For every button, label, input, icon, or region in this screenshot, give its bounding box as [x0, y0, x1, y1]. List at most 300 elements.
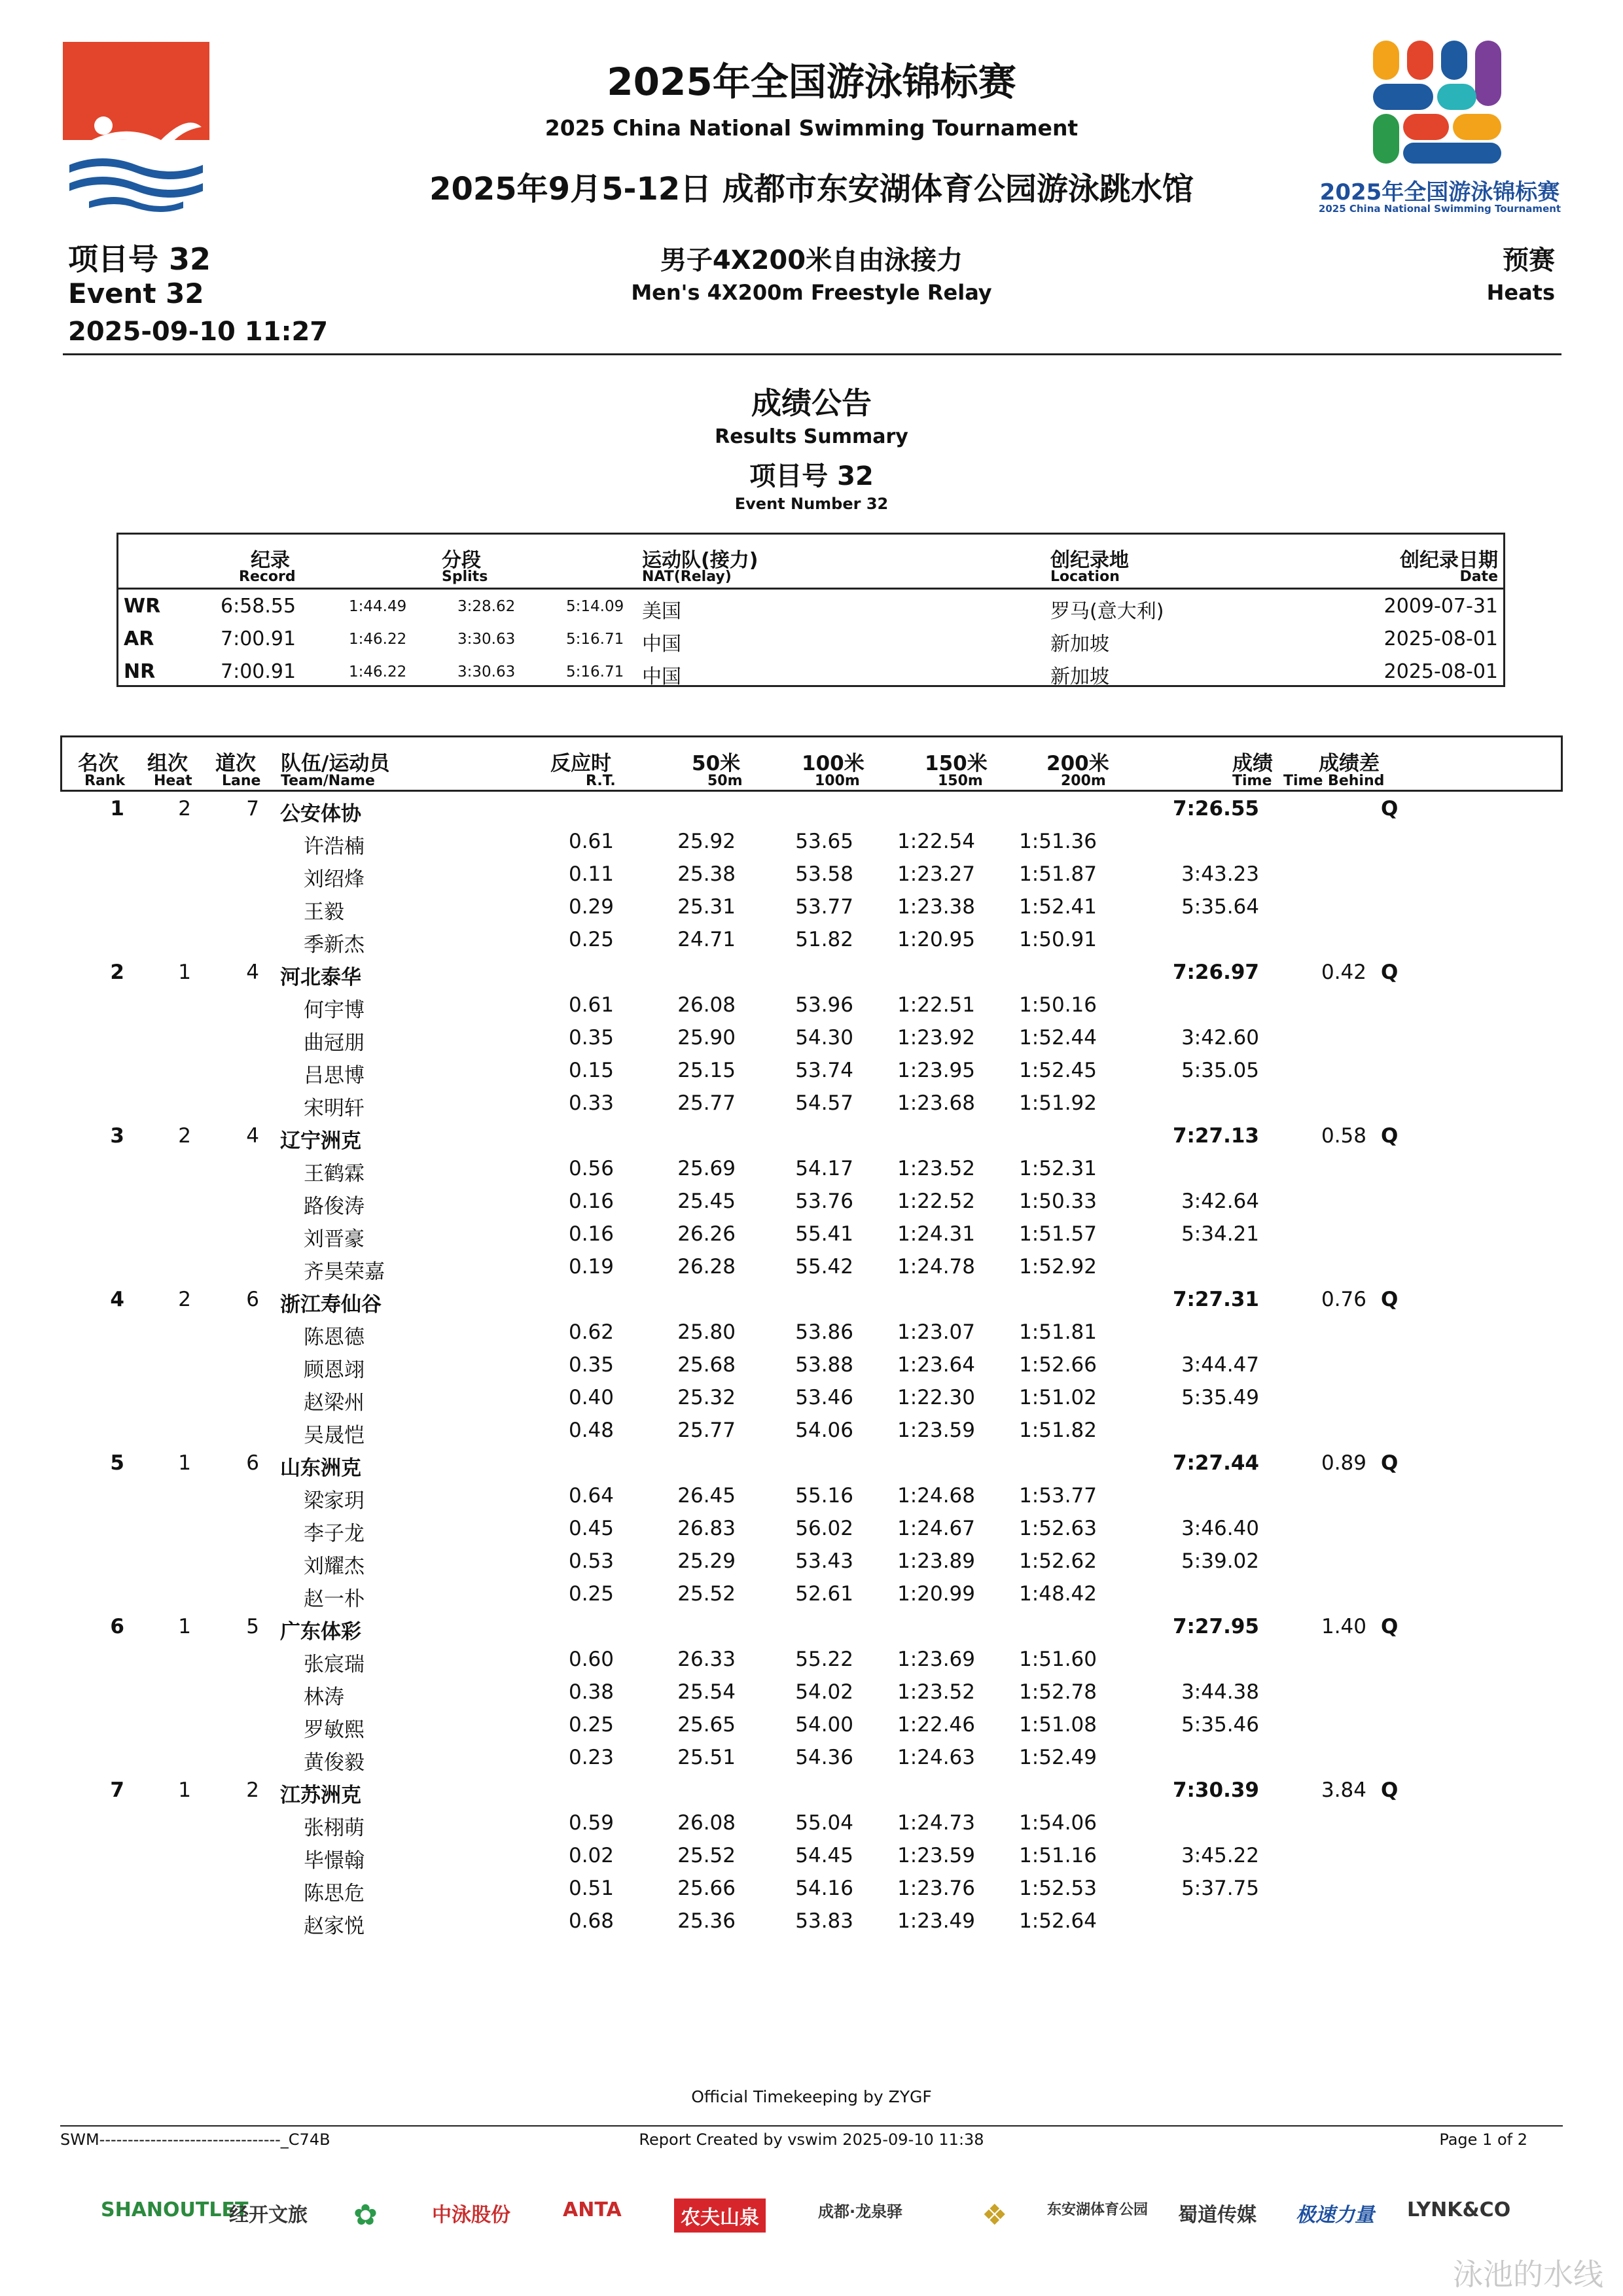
- split-150: 1:23.38: [897, 895, 975, 919]
- records-header-team-en: NAT(Relay): [642, 569, 732, 585]
- swimmer-row: [0, 1250, 1623, 1282]
- reaction-time: 0.33: [568, 1091, 614, 1115]
- col-behind-en: Time Behind: [1283, 773, 1385, 789]
- col-time-en: Time: [1232, 773, 1272, 789]
- split-100: 54.45: [795, 1844, 853, 1867]
- col-50-cn: 50米: [692, 752, 741, 775]
- swimmer-row: [0, 1479, 1623, 1511]
- team-rank: 2: [110, 961, 124, 984]
- split-100: 55.41: [795, 1222, 853, 1246]
- team-lane: 2: [246, 1778, 259, 1802]
- swimmer-name: 吕思博: [304, 1064, 365, 1087]
- split-50: 25.77: [677, 1419, 736, 1442]
- split-50: 25.90: [677, 1026, 736, 1050]
- split-200: 1:52.63: [1019, 1517, 1097, 1540]
- records-header-record-cn: 纪录: [251, 549, 290, 572]
- team-lane: 4: [246, 961, 259, 984]
- split-100: 55.42: [795, 1255, 853, 1279]
- header-divider: [63, 353, 1561, 355]
- split-200: 1:50.91: [1019, 928, 1097, 951]
- split-100: 54.06: [795, 1419, 853, 1442]
- cumulative-time: 5:35.46: [1181, 1713, 1259, 1737]
- split-100: 53.46: [795, 1386, 853, 1409]
- col-team-cn: 队伍/运动员: [281, 752, 390, 775]
- reaction-time: 0.56: [568, 1157, 614, 1180]
- record-team: 美国: [642, 600, 681, 623]
- record-split: 1:46.22: [349, 631, 407, 648]
- records-header-location-cn: 创纪录地: [1050, 549, 1129, 572]
- swimmer-row: [0, 824, 1623, 857]
- swimmer-name: 宋明轩: [304, 1097, 365, 1120]
- records-header-date-cn: 创纪录日期: [1400, 549, 1498, 572]
- team-heat: 1: [178, 1451, 191, 1475]
- team-row: [0, 1773, 1623, 1806]
- col-heat-cn: 组次: [147, 752, 188, 775]
- cumulative-time: 5:37.75: [1181, 1877, 1259, 1900]
- split-200: 1:52.92: [1019, 1255, 1097, 1279]
- split-50: 25.15: [677, 1059, 736, 1082]
- swimmer-row: [0, 1904, 1623, 1937]
- reaction-time: 0.51: [568, 1877, 614, 1900]
- records-header-team-cn: 运动队(接力): [642, 549, 758, 572]
- team-name: 山东洲克: [280, 1457, 361, 1480]
- team-rank: 1: [110, 797, 124, 821]
- split-200: 1:51.92: [1019, 1091, 1097, 1115]
- split-150: 1:24.67: [897, 1517, 975, 1540]
- team-time-behind: 1.40: [1321, 1615, 1366, 1638]
- reaction-time: 0.25: [568, 1713, 614, 1737]
- logo-caption-cn: 2025年全国游泳锦标赛: [1319, 179, 1560, 205]
- team-time-behind: 0.89: [1321, 1451, 1366, 1475]
- col-150-en: 150m: [938, 773, 983, 789]
- split-50: 24.71: [677, 928, 736, 951]
- team-rank: 3: [110, 1124, 124, 1148]
- split-200: 1:52.64: [1019, 1909, 1097, 1933]
- swimmer-row: [0, 1152, 1623, 1184]
- cumulative-time: 3:46.40: [1181, 1517, 1259, 1540]
- reaction-time: 0.29: [568, 895, 614, 919]
- tournament-title-cn: 2025年全国游泳锦标赛: [607, 60, 1016, 104]
- swimmer-row: [0, 1708, 1623, 1740]
- reaction-time: 0.25: [568, 928, 614, 951]
- reaction-time: 0.02: [568, 1844, 614, 1867]
- split-200: 1:53.77: [1019, 1484, 1097, 1508]
- team-row: [0, 1610, 1623, 1642]
- swimmer-row: [0, 1021, 1623, 1053]
- swimmer-name: 季新杰: [304, 933, 365, 957]
- split-200: 1:52.44: [1019, 1026, 1097, 1050]
- split-150: 1:22.52: [897, 1190, 975, 1213]
- swimmer-name: 黄俊毅: [304, 1751, 365, 1775]
- swimmer-row: [0, 1184, 1623, 1217]
- col-200-cn: 200米: [1046, 752, 1109, 775]
- swimmer-name: 赵梁州: [304, 1391, 365, 1415]
- split-200: 1:51.60: [1019, 1648, 1097, 1671]
- col-150-cn: 150米: [925, 752, 988, 775]
- round-cn: 预赛: [1503, 245, 1555, 275]
- split-50: 25.68: [677, 1353, 736, 1377]
- reaction-time: 0.48: [568, 1419, 614, 1442]
- split-200: 1:51.36: [1019, 830, 1097, 853]
- swimmer-name: 李子龙: [304, 1522, 365, 1545]
- split-200: 1:54.06: [1019, 1811, 1097, 1835]
- team-name: 江苏洲克: [280, 1784, 361, 1807]
- event-logo-right: [1302, 38, 1577, 221]
- team-time: 7:30.39: [1172, 1778, 1259, 1802]
- split-100: 56.02: [795, 1517, 853, 1540]
- team-row: [0, 1446, 1623, 1479]
- split-50: 25.69: [677, 1157, 736, 1180]
- split-150: 1:23.69: [897, 1648, 975, 1671]
- records-header-splits-en: Splits: [442, 569, 488, 585]
- team-row: [0, 1119, 1623, 1152]
- records-header-location-en: Location: [1050, 569, 1120, 585]
- split-150: 1:23.89: [897, 1549, 975, 1573]
- swimmer-name: 许浩楠: [304, 835, 365, 858]
- split-100: 53.76: [795, 1190, 853, 1213]
- swimmer-name: 吴晟恺: [304, 1424, 365, 1447]
- split-50: 26.26: [677, 1222, 736, 1246]
- swimmer-row: [0, 1740, 1623, 1773]
- swimmer-name: 陈恩德: [304, 1326, 365, 1349]
- report-code: SWM--------------------------------_C74B: [60, 2130, 330, 2149]
- swimmer-row: [0, 857, 1623, 890]
- split-50: 25.66: [677, 1877, 736, 1900]
- split-100: 54.17: [795, 1157, 853, 1180]
- qualified-flag: Q: [1381, 961, 1399, 984]
- split-150: 1:23.49: [897, 1909, 975, 1933]
- team-rank: 4: [110, 1288, 124, 1311]
- split-50: 25.45: [677, 1190, 736, 1213]
- tournament-title-en: 2025 China National Swimming Tournament: [544, 115, 1079, 141]
- reaction-time: 0.62: [568, 1320, 614, 1344]
- sponsor-emblem-icon: ✿: [353, 2199, 378, 2232]
- split-100: 54.57: [795, 1091, 853, 1115]
- reaction-time: 0.38: [568, 1680, 614, 1704]
- qualified-flag: Q: [1381, 1124, 1399, 1148]
- record-location: 罗马(意大利): [1050, 600, 1164, 623]
- split-150: 1:23.76: [897, 1877, 975, 1900]
- col-rank-cn: 名次: [78, 752, 118, 775]
- swimmer-row: [0, 1315, 1623, 1348]
- split-50: 26.33: [677, 1648, 736, 1671]
- swimmer-name: 毕憬翰: [304, 1849, 365, 1873]
- team-row: [0, 955, 1623, 988]
- team-lane: 6: [246, 1288, 259, 1311]
- team-heat: 2: [178, 1288, 191, 1311]
- record-location: 新加坡: [1050, 633, 1109, 656]
- round-en: Heats: [1486, 280, 1555, 305]
- split-50: 26.28: [677, 1255, 736, 1279]
- team-time: 7:27.31: [1172, 1288, 1259, 1311]
- team-lane: 7: [246, 797, 259, 821]
- split-50: 25.65: [677, 1713, 736, 1737]
- swimmer-row: [0, 923, 1623, 955]
- split-200: 1:51.08: [1019, 1713, 1097, 1737]
- record-date: 2025-08-01: [1383, 660, 1498, 683]
- split-150: 1:23.64: [897, 1353, 975, 1377]
- col-200-en: 200m: [1061, 773, 1106, 789]
- reaction-time: 0.16: [568, 1222, 614, 1246]
- record-time: 6:58.55: [221, 595, 296, 618]
- split-150: 1:24.68: [897, 1484, 975, 1508]
- swimmer-name: 顾恩翊: [304, 1358, 365, 1382]
- swimmer-row: [0, 988, 1623, 1021]
- split-150: 1:23.52: [897, 1680, 975, 1704]
- team-name: 浙江寿仙谷: [280, 1293, 382, 1316]
- team-heat: 1: [178, 1615, 191, 1638]
- sponsor-logo: 成都·龙泉驿: [818, 2202, 903, 2221]
- cumulative-time: 3:44.38: [1181, 1680, 1259, 1704]
- split-200: 1:52.66: [1019, 1353, 1097, 1377]
- record-split: 5:16.71: [566, 663, 624, 680]
- swimmer-row: [0, 1053, 1623, 1086]
- record-team: 中国: [642, 633, 681, 656]
- summary-title-en: Results Summary: [715, 425, 908, 448]
- split-50: 25.52: [677, 1582, 736, 1606]
- split-150: 1:22.54: [897, 830, 975, 853]
- sponsor-logo: 东安湖体育公园: [1047, 2202, 1149, 2218]
- record-row-nr: [118, 655, 1503, 688]
- swimmer-name: 王毅: [304, 900, 344, 924]
- record-date: 2009-07-31: [1383, 595, 1498, 618]
- venue-date: 2025年9月5-12日 成都市东安湖体育公园游泳跳水馆: [429, 171, 1194, 207]
- split-150: 1:24.78: [897, 1255, 975, 1279]
- reaction-time: 0.15: [568, 1059, 614, 1082]
- race-name-cn: 男子4X200米自由泳接力: [660, 245, 963, 275]
- results-header: [60, 735, 1563, 792]
- reaction-time: 0.45: [568, 1517, 614, 1540]
- race-name-en: Men's 4X200m Freestyle Relay: [631, 280, 992, 305]
- split-100: 54.36: [795, 1746, 853, 1769]
- swimmer-row: [0, 1086, 1623, 1119]
- split-100: 54.00: [795, 1713, 853, 1737]
- team-time: 7:26.55: [1172, 797, 1259, 821]
- team-time-behind: 0.42: [1321, 961, 1366, 984]
- split-200: 1:50.33: [1019, 1190, 1097, 1213]
- team-rank: 7: [110, 1778, 124, 1802]
- event-datetime: 2025-09-10 11:27: [68, 317, 329, 347]
- sponsor-emblem-icon: ❖: [982, 2199, 1008, 2232]
- sponsor-logo: SHANOUTLET: [101, 2199, 249, 2221]
- swimmer-name: 曲冠朋: [304, 1031, 365, 1055]
- col-time-cn: 成绩: [1232, 752, 1273, 775]
- split-200: 1:50.16: [1019, 993, 1097, 1017]
- team-name: 公安体协: [280, 802, 361, 826]
- split-200: 1:52.62: [1019, 1549, 1097, 1573]
- event-number-cn: 项目号 32: [68, 241, 211, 277]
- record-split: 1:44.49: [349, 598, 407, 615]
- record-code: AR: [124, 627, 154, 650]
- split-100: 53.86: [795, 1320, 853, 1344]
- split-150: 1:20.95: [897, 928, 975, 951]
- record-date: 2025-08-01: [1383, 627, 1498, 650]
- team-time: 7:27.44: [1172, 1451, 1259, 1475]
- team-name: 河北泰华: [280, 966, 361, 989]
- swimmer-name: 张宸瑞: [304, 1653, 365, 1676]
- split-100: 54.16: [795, 1877, 853, 1900]
- split-150: 1:23.68: [897, 1091, 975, 1115]
- page-number: Page 1 of 2: [1439, 2130, 1527, 2149]
- split-200: 1:51.81: [1019, 1320, 1097, 1344]
- split-150: 1:22.30: [897, 1386, 975, 1409]
- qualified-flag: Q: [1381, 1288, 1399, 1311]
- footer-divider: [60, 2125, 1563, 2127]
- team-time: 7:27.95: [1172, 1615, 1259, 1638]
- records-table: [116, 533, 1505, 687]
- reaction-time: 0.68: [568, 1909, 614, 1933]
- split-50: 25.51: [677, 1746, 736, 1769]
- team-time-behind: 0.76: [1321, 1288, 1366, 1311]
- col-lane-en: Lane: [222, 773, 261, 789]
- split-150: 1:23.95: [897, 1059, 975, 1082]
- reaction-time: 0.25: [568, 1582, 614, 1606]
- split-200: 1:52.45: [1019, 1059, 1097, 1082]
- team-name: 广东体彩: [280, 1620, 361, 1644]
- cumulative-time: 3:43.23: [1181, 862, 1259, 886]
- swimmer-name: 梁家玥: [304, 1489, 365, 1513]
- split-200: 1:51.87: [1019, 862, 1097, 886]
- split-150: 1:22.51: [897, 993, 975, 1017]
- split-100: 55.04: [795, 1811, 853, 1835]
- swimmer-name: 张栩萌: [304, 1816, 365, 1840]
- split-200: 1:51.16: [1019, 1844, 1097, 1867]
- split-50: 25.52: [677, 1844, 736, 1867]
- col-100-cn: 100米: [802, 752, 865, 775]
- split-150: 1:24.73: [897, 1811, 975, 1835]
- reaction-time: 0.59: [568, 1811, 614, 1835]
- swimmer-row: [0, 1577, 1623, 1610]
- team-heat: 1: [178, 1778, 191, 1802]
- split-100: 55.16: [795, 1484, 853, 1508]
- cumulative-time: 3:42.64: [1181, 1190, 1259, 1213]
- split-100: 53.65: [795, 830, 853, 853]
- summary-number-cn: 项目号 32: [749, 461, 874, 491]
- sponsor-logo: 经开文旅: [229, 2204, 308, 2227]
- reaction-time: 0.35: [568, 1026, 614, 1050]
- col-100-en: 100m: [815, 773, 860, 789]
- split-150: 1:23.92: [897, 1026, 975, 1050]
- col-rank-en: Rank: [84, 773, 126, 789]
- split-100: 52.61: [795, 1582, 853, 1606]
- swimmer-row: [0, 1348, 1623, 1381]
- record-location: 新加坡: [1050, 665, 1109, 688]
- summary-number-en: Event Number 32: [734, 495, 889, 513]
- team-row: [0, 1282, 1623, 1315]
- split-100: 55.22: [795, 1648, 853, 1671]
- cumulative-time: 5:39.02: [1181, 1549, 1259, 1573]
- split-100: 53.43: [795, 1549, 853, 1573]
- record-split: 3:30.63: [457, 663, 516, 680]
- reaction-time: 0.61: [568, 830, 614, 853]
- split-200: 1:51.57: [1019, 1222, 1097, 1246]
- split-150: 1:20.99: [897, 1582, 975, 1606]
- qualified-flag: Q: [1381, 1778, 1399, 1802]
- sponsor-logo: 蜀道传媒: [1178, 2204, 1257, 2227]
- sponsor-logo: ANTA: [563, 2199, 622, 2221]
- split-200: 1:51.82: [1019, 1419, 1097, 1442]
- split-150: 1:22.46: [897, 1713, 975, 1737]
- records-header: [118, 535, 1503, 590]
- record-row-wr: [118, 590, 1503, 622]
- reaction-time: 0.16: [568, 1190, 614, 1213]
- record-split: 3:30.63: [457, 631, 516, 648]
- team-lane: 4: [246, 1124, 259, 1148]
- team-heat: 2: [178, 797, 191, 821]
- split-100: 51.82: [795, 928, 853, 951]
- split-200: 1:52.78: [1019, 1680, 1097, 1704]
- team-heat: 2: [178, 1124, 191, 1148]
- qualified-flag: Q: [1381, 1451, 1399, 1475]
- team-lane: 5: [246, 1615, 259, 1638]
- team-time-behind: 0.58: [1321, 1124, 1366, 1148]
- swimmer-row: [0, 1871, 1623, 1904]
- qualified-flag: Q: [1381, 797, 1399, 821]
- report-created: Report Created by vswim 2025-09-10 11:38: [639, 2130, 984, 2149]
- swimmer-name: 王鹤霖: [304, 1162, 365, 1186]
- split-150: 1:23.52: [897, 1157, 975, 1180]
- swimmer-row: [0, 1642, 1623, 1675]
- split-150: 1:23.59: [897, 1844, 975, 1867]
- swimmer-row: [0, 1381, 1623, 1413]
- team-lane: 6: [246, 1451, 259, 1475]
- cumulative-time: 3:44.47: [1181, 1353, 1259, 1377]
- split-100: 53.88: [795, 1353, 853, 1377]
- split-150: 1:23.27: [897, 862, 975, 886]
- record-time: 7:00.91: [221, 660, 296, 683]
- split-150: 1:23.59: [897, 1419, 975, 1442]
- split-100: 53.83: [795, 1909, 853, 1933]
- reaction-time: 0.23: [568, 1746, 614, 1769]
- split-100: 53.96: [795, 993, 853, 1017]
- swimmer-row: [0, 1806, 1623, 1839]
- split-50: 25.36: [677, 1909, 736, 1933]
- cumulative-time: 3:45.22: [1181, 1844, 1259, 1867]
- col-50-en: 50m: [707, 773, 743, 789]
- split-50: 25.92: [677, 830, 736, 853]
- cumulative-time: 5:35.49: [1181, 1386, 1259, 1409]
- split-100: 54.02: [795, 1680, 853, 1704]
- team-row: [0, 792, 1623, 824]
- team-rank: 5: [110, 1451, 124, 1475]
- team-name: 辽宁洲克: [280, 1129, 361, 1153]
- swimmer-name: 林涛: [304, 1686, 344, 1709]
- reaction-time: 0.35: [568, 1353, 614, 1377]
- swimmer-name: 齐昊荣嘉: [304, 1260, 385, 1284]
- split-200: 1:51.02: [1019, 1386, 1097, 1409]
- swimmer-row: [0, 1413, 1623, 1446]
- record-team: 中国: [642, 665, 681, 688]
- split-50: 25.77: [677, 1091, 736, 1115]
- team-time-behind: 3.84: [1321, 1778, 1366, 1802]
- split-200: 1:52.53: [1019, 1877, 1097, 1900]
- reaction-time: 0.19: [568, 1255, 614, 1279]
- split-100: 53.58: [795, 862, 853, 886]
- split-50: 25.29: [677, 1549, 736, 1573]
- reaction-time: 0.60: [568, 1648, 614, 1671]
- record-split: 5:14.09: [566, 598, 624, 615]
- col-rt-cn: 反应时: [550, 752, 611, 775]
- team-heat: 1: [178, 961, 191, 984]
- swimmer-row: [0, 1544, 1623, 1577]
- sponsor-logo: LYNK&CO: [1407, 2199, 1511, 2221]
- records-header-date-en: Date: [1459, 569, 1498, 585]
- split-100: 53.77: [795, 895, 853, 919]
- swimmer-name: 赵一朴: [304, 1587, 365, 1611]
- reaction-time: 0.61: [568, 993, 614, 1017]
- summary-title-cn: 成绩公告: [751, 385, 872, 421]
- logo-caption-en: 2025 China National Swimming Tournament: [1318, 203, 1561, 215]
